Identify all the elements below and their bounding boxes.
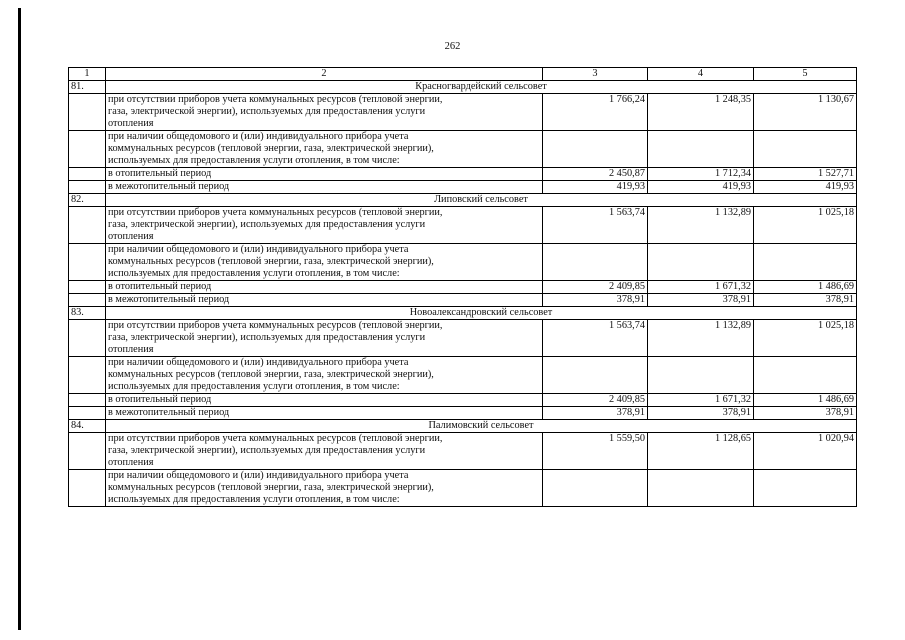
value-col-4 (648, 470, 754, 507)
row-number-cell (69, 407, 106, 420)
column-header-5: 5 (754, 68, 857, 81)
value-col-4: 1 128,65 (648, 433, 754, 470)
value-col-5 (754, 244, 857, 281)
page-number: 262 (444, 41, 461, 52)
value-col-5: 1 025,18 (754, 320, 857, 357)
row-number-cell (69, 168, 106, 181)
column-header-1: 1 (69, 68, 106, 81)
section-name: Палимовский сельсовет (106, 420, 857, 433)
tariff-table-body (69, 68, 857, 507)
row-description: при отсутствии приборов учета коммунальных ресурсов (тепловой энергии, газа, электрической энергии), используемых для предоставления услуги отопления (106, 320, 543, 357)
section-row (69, 194, 857, 207)
value-col-3 (543, 244, 648, 281)
section-number: 83. (69, 307, 106, 320)
value-col-3: 2 409,85 (543, 394, 648, 407)
value-col-5: 1 486,69 (754, 281, 857, 294)
section-number: 82. (69, 194, 106, 207)
row-number-cell (69, 470, 106, 507)
table-row (69, 131, 857, 168)
value-col-3: 1 563,74 (543, 320, 648, 357)
row-description: при наличии общедомового и (или) индивидуального прибора учета коммунальных ресурсов (тепловой энергии, газа, электрической энергии), используемых для предоставления услуги отопления, в том числе: (106, 357, 543, 394)
table-row (69, 94, 857, 131)
value-col-3: 419,93 (543, 181, 648, 194)
table-row (69, 168, 857, 181)
column-header-row (69, 68, 857, 81)
row-number-cell (69, 320, 106, 357)
binding-edge-line (18, 8, 21, 630)
section-name: Новоалександровский сельсовет (106, 307, 857, 320)
section-row (69, 81, 857, 94)
table-row (69, 407, 857, 420)
value-col-4: 378,91 (648, 294, 754, 307)
table-row (69, 357, 857, 394)
row-description: в отопительный период (106, 281, 543, 294)
value-col-3: 1 563,74 (543, 207, 648, 244)
row-description: при отсутствии приборов учета коммунальных ресурсов (тепловой энергии, газа, электрической энергии), используемых для предоставления услуги отопления (106, 433, 543, 470)
row-number-cell (69, 131, 106, 168)
value-col-3: 378,91 (543, 294, 648, 307)
value-col-5: 1 527,71 (754, 168, 857, 181)
table-row (69, 281, 857, 294)
value-col-5: 1 025,18 (754, 207, 857, 244)
value-col-3: 2 450,87 (543, 168, 648, 181)
value-col-3: 1 766,24 (543, 94, 648, 131)
value-col-4: 378,91 (648, 407, 754, 420)
row-number-cell (69, 394, 106, 407)
section-number: 81. (69, 81, 106, 94)
value-col-5 (754, 131, 857, 168)
value-col-5: 419,93 (754, 181, 857, 194)
section-number: 84. (69, 420, 106, 433)
value-col-3: 1 559,50 (543, 433, 648, 470)
value-col-4: 1 712,34 (648, 168, 754, 181)
row-description: при наличии общедомового и (или) индивидуального прибора учета коммунальных ресурсов (тепловой энергии, газа, электрической энергии), используемых для предоставления услуги отопления, в том числе: (106, 131, 543, 168)
value-col-3 (543, 131, 648, 168)
row-number-cell (69, 294, 106, 307)
value-col-4: 1 132,89 (648, 320, 754, 357)
table-row (69, 181, 857, 194)
value-col-4 (648, 244, 754, 281)
value-col-4 (648, 131, 754, 168)
value-col-4: 1 671,32 (648, 394, 754, 407)
row-description: в отопительный период (106, 168, 543, 181)
tariff-table (68, 67, 857, 507)
value-col-4: 1 132,89 (648, 207, 754, 244)
value-col-3: 2 409,85 (543, 281, 648, 294)
value-col-3 (543, 470, 648, 507)
row-description: при отсутствии приборов учета коммунальных ресурсов (тепловой энергии, газа, электрической энергии), используемых для предоставления услуги отопления (106, 207, 543, 244)
column-header-4: 4 (648, 68, 754, 81)
row-number-cell (69, 244, 106, 281)
row-number-cell (69, 94, 106, 131)
row-number-cell (69, 207, 106, 244)
row-description: в межотопительный период (106, 407, 543, 420)
section-row (69, 307, 857, 320)
row-description: в межотопительный период (106, 181, 543, 194)
column-header-3: 3 (543, 68, 648, 81)
value-col-4: 1 248,35 (648, 94, 754, 131)
table-row (69, 320, 857, 357)
table-row (69, 244, 857, 281)
value-col-5: 1 130,67 (754, 94, 857, 131)
row-description: при отсутствии приборов учета коммунальных ресурсов (тепловой энергии, газа, электрической энергии), используемых для предоставления услуги отопления (106, 94, 543, 131)
table-row (69, 470, 857, 507)
column-header-2: 2 (106, 68, 543, 81)
table-row (69, 394, 857, 407)
value-col-5: 378,91 (754, 294, 857, 307)
value-col-5 (754, 357, 857, 394)
row-description: в межотопительный период (106, 294, 543, 307)
section-name: Красногвардейский сельсовет (106, 81, 857, 94)
value-col-5: 378,91 (754, 407, 857, 420)
section-name: Липовский сельсовет (106, 194, 857, 207)
value-col-4: 1 671,32 (648, 281, 754, 294)
value-col-5 (754, 470, 857, 507)
table-row (69, 433, 857, 470)
section-row (69, 420, 857, 433)
row-number-cell (69, 181, 106, 194)
table-row (69, 294, 857, 307)
value-col-5: 1 486,69 (754, 394, 857, 407)
row-description: при наличии общедомового и (или) индивидуального прибора учета коммунальных ресурсов (тепловой энергии, газа, электрической энергии), используемых для предоставления услуги отопления, в том числе: (106, 244, 543, 281)
row-description: при наличии общедомового и (или) индивидуального прибора учета коммунальных ресурсов (тепловой энергии, газа, электрической энергии), используемых для предоставления услуги отопления, в том числе: (106, 470, 543, 507)
value-col-3: 378,91 (543, 407, 648, 420)
row-number-cell (69, 281, 106, 294)
row-number-cell (69, 357, 106, 394)
table-row (69, 207, 857, 244)
value-col-4 (648, 357, 754, 394)
value-col-4: 419,93 (648, 181, 754, 194)
row-number-cell (69, 433, 106, 470)
row-description: в отопительный период (106, 394, 543, 407)
value-col-3 (543, 357, 648, 394)
value-col-5: 1 020,94 (754, 433, 857, 470)
